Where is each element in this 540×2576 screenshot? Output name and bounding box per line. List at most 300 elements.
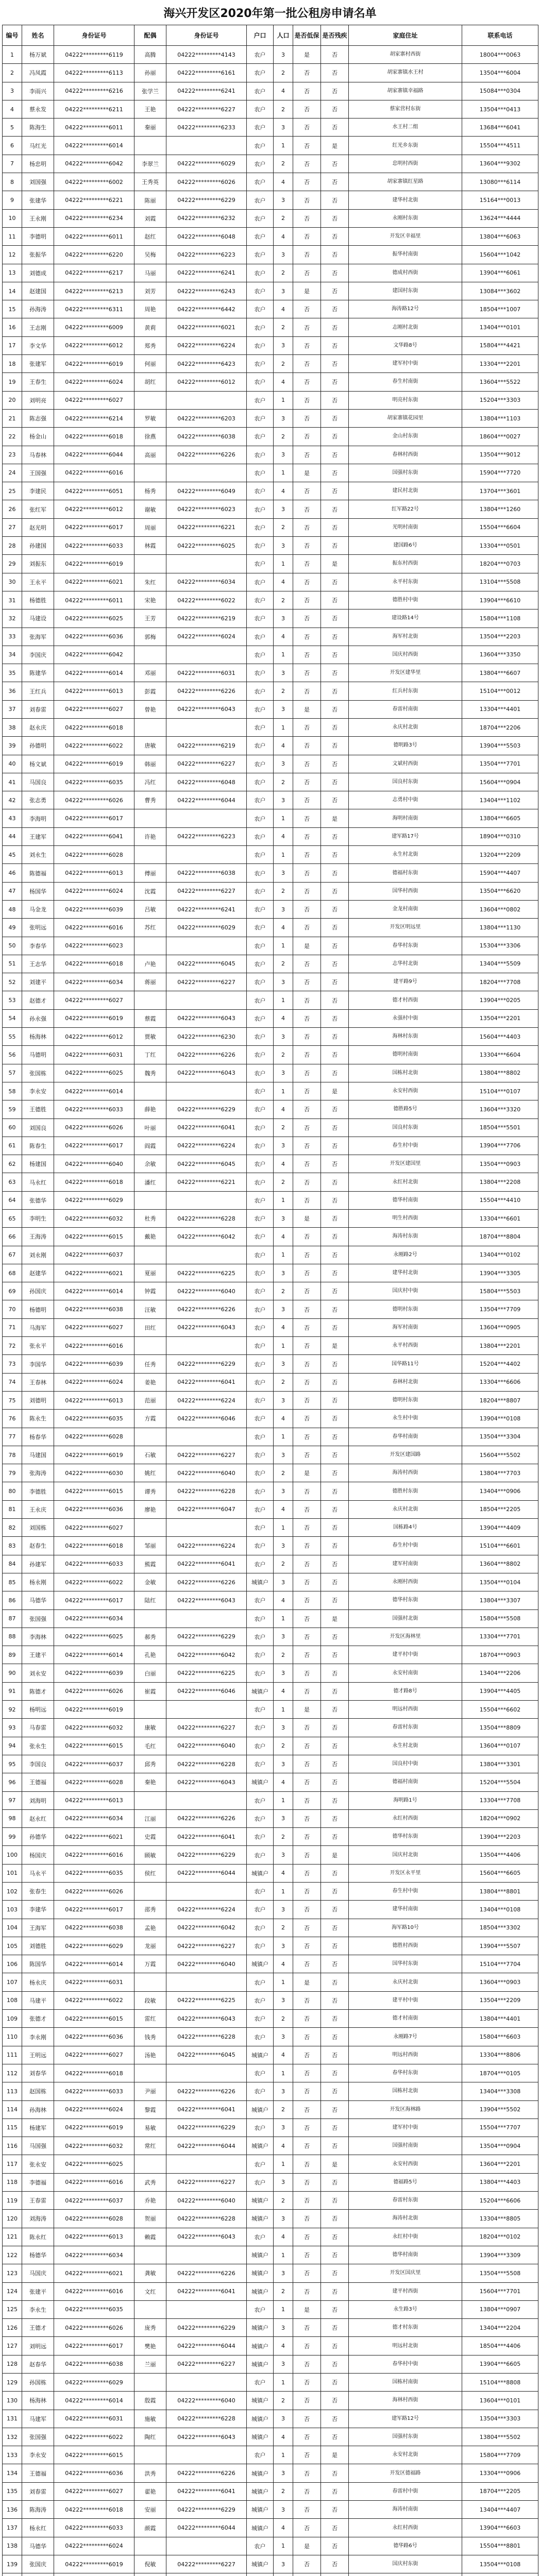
cell-phone: 13804***8802 bbox=[462, 1064, 538, 1082]
table-row bbox=[3, 1228, 538, 1246]
cell-spouse-id-number: 04222*********6044 bbox=[166, 2519, 247, 2537]
cell-spouse bbox=[134, 2300, 166, 2318]
cell-phone: 15104***0107 bbox=[462, 1082, 538, 1100]
cell-disabled: 否 bbox=[321, 2374, 349, 2392]
cell-id-number: 04222*********6017 bbox=[54, 1591, 134, 1609]
cell-address: 开发区明远里 bbox=[349, 919, 462, 937]
cell-id-number: 04222*********6011 bbox=[54, 118, 134, 137]
cell-address bbox=[349, 2573, 462, 2576]
cell-name: 李永安 bbox=[22, 1082, 54, 1100]
cell-household-size: 1 bbox=[274, 1701, 293, 1719]
cell-index: 27 bbox=[3, 518, 22, 536]
cell-name: 杨建军 bbox=[22, 2119, 54, 2137]
cell-low-income: 否 bbox=[293, 1173, 321, 1191]
cell-address: 开发区建华里 bbox=[349, 664, 462, 682]
cell-spouse bbox=[134, 1882, 166, 1900]
cell-disabled: 否 bbox=[321, 2464, 349, 2482]
cell-id-number bbox=[54, 2573, 134, 2576]
table-row bbox=[3, 973, 538, 991]
cell-index bbox=[3, 2573, 22, 2576]
cell-spouse bbox=[134, 391, 166, 409]
cell-spouse-id-number: 04222*********6040 bbox=[166, 1955, 247, 1973]
cell-low-income: 否 bbox=[293, 2446, 321, 2464]
cell-name: 李雨兴 bbox=[22, 82, 54, 100]
cell-id-number: 04222*********6011 bbox=[54, 227, 134, 245]
cell-name: 刘明亮 bbox=[22, 391, 54, 409]
cell-spouse: 宋艳 bbox=[134, 591, 166, 609]
cell-hukou: 城镇户 bbox=[247, 2482, 274, 2500]
table-row bbox=[3, 1664, 538, 1682]
cell-address: 永生村北街 bbox=[349, 846, 462, 864]
cell-household-size: 2 bbox=[274, 682, 293, 700]
cell-id-number: 04222*********6019 bbox=[54, 555, 134, 573]
cell-disabled: 否 bbox=[321, 2246, 349, 2264]
cell-address: 春林村西街 bbox=[349, 446, 462, 464]
cell-spouse-id-number: 04222*********6041 bbox=[166, 1828, 247, 1846]
cell-disabled: 否 bbox=[321, 2173, 349, 2191]
cell-name: 杨忠明 bbox=[22, 155, 54, 173]
cell-hukou: 农户 bbox=[247, 155, 274, 173]
cell-household-size: 3 bbox=[274, 900, 293, 918]
cell-disabled: 否 bbox=[321, 2501, 349, 2519]
cell-name: 刘德胜 bbox=[22, 1937, 54, 1955]
cell-hukou: 城镇户 bbox=[247, 1682, 274, 1700]
cell-spouse: 常红 bbox=[134, 2137, 166, 2155]
cell-low-income: 是 bbox=[293, 1701, 321, 1719]
table-row bbox=[3, 355, 538, 373]
cell-disabled: 否 bbox=[321, 1173, 349, 1191]
cell-id-number: 04222*********6025 bbox=[54, 2155, 134, 2173]
cell-name: 刘海涛 bbox=[22, 2210, 54, 2228]
table-row bbox=[3, 2573, 538, 2576]
cell-address: 开发区海林里 bbox=[349, 1628, 462, 1646]
cell-spouse-id-number: 04222*********6227 bbox=[166, 1446, 247, 1464]
cell-id-number: 04222*********6214 bbox=[54, 409, 134, 427]
cell-disabled: 否 bbox=[321, 355, 349, 373]
cell-id-number: 04222*********6036 bbox=[54, 2028, 134, 2046]
cell-index: 65 bbox=[3, 1210, 22, 1228]
cell-phone bbox=[462, 2573, 538, 2576]
cell-phone: 18704***2206 bbox=[462, 718, 538, 736]
cell-hukou: 城镇户 bbox=[247, 2464, 274, 2482]
table-row bbox=[3, 282, 538, 300]
cell-low-income: 否 bbox=[293, 1537, 321, 1555]
cell-address: 德福村南街 bbox=[349, 1773, 462, 1791]
cell-spouse-id-number: 04222*********6021 bbox=[166, 318, 247, 336]
table-row bbox=[3, 846, 538, 864]
cell-name: 王志华 bbox=[22, 955, 54, 973]
cell-hukou: 农户 bbox=[247, 355, 274, 373]
cell-low-income: 否 bbox=[293, 64, 321, 82]
cell-address: 国栋村北街 bbox=[349, 1064, 462, 1082]
cell-hukou: 农户 bbox=[247, 391, 274, 409]
cell-address: 海明村南街 bbox=[349, 809, 462, 827]
cell-id-number: 04222*********6027 bbox=[54, 391, 134, 409]
cell-household-size: 3 bbox=[274, 2555, 293, 2573]
cell-low-income: 否 bbox=[293, 1064, 321, 1082]
cell-hukou: 农户 bbox=[247, 646, 274, 664]
cell-household-size: 3 bbox=[274, 1664, 293, 1682]
cell-name: 马德华 bbox=[22, 1591, 54, 1609]
table-row bbox=[3, 1500, 538, 1518]
cell-address: 永安村西街 bbox=[349, 1082, 462, 1100]
cell-name: 杨永刚 bbox=[22, 1573, 54, 1591]
cell-disabled: 否 bbox=[321, 664, 349, 682]
cell-name: 刘永安 bbox=[22, 1664, 54, 1682]
cell-disabled: 否 bbox=[321, 1955, 349, 1973]
cell-id-number: 04222*********6026 bbox=[54, 1882, 134, 1900]
cell-low-income: 否 bbox=[293, 2410, 321, 2428]
cell-hukou: 农户 bbox=[247, 2300, 274, 2318]
cell-address: 永平村东街 bbox=[349, 573, 462, 591]
table-row bbox=[3, 1882, 538, 1900]
cell-address: 国良村东街 bbox=[349, 1118, 462, 1137]
cell-spouse-id-number: 04222*********6227 bbox=[166, 1937, 247, 1955]
cell-household-size: 4 bbox=[274, 1009, 293, 1027]
cell-spouse-id-number bbox=[166, 1191, 247, 1209]
cell-spouse: 蒋丽 bbox=[134, 973, 166, 991]
cell-name: 孙国庆 bbox=[22, 1282, 54, 1300]
cell-name: 王海涛 bbox=[22, 1228, 54, 1246]
table-row bbox=[3, 1318, 538, 1336]
cell-name: 王春生 bbox=[22, 373, 54, 391]
table-row bbox=[3, 500, 538, 518]
cell-spouse: 武秀 bbox=[134, 2173, 166, 2191]
cell-phone: 13304***6601 bbox=[462, 1210, 538, 1228]
table-row bbox=[3, 2374, 538, 2392]
cell-spouse: 段敏 bbox=[134, 1991, 166, 2009]
cell-spouse-id-number: 04222*********6241 bbox=[166, 900, 247, 918]
cell-phone: 13684***6041 bbox=[462, 118, 538, 137]
cell-disabled: 否 bbox=[321, 955, 349, 973]
cell-low-income: 否 bbox=[293, 755, 321, 773]
cell-id-number: 04222*********6022 bbox=[54, 1573, 134, 1591]
cell-phone: 15604***6605 bbox=[462, 1864, 538, 1882]
cell-hukou: 农户 bbox=[247, 227, 274, 245]
cell-address: 德明村南街 bbox=[349, 1046, 462, 1064]
cell-name: 陈永红 bbox=[22, 2228, 54, 2246]
cell-spouse: 傅丽 bbox=[134, 864, 166, 882]
cell-spouse-id-number: 04222*********6227 bbox=[166, 2173, 247, 2191]
cell-spouse-id-number bbox=[166, 1701, 247, 1719]
cell-name: 李建华 bbox=[22, 1901, 54, 1919]
cell-phone: 13804***4401 bbox=[462, 2010, 538, 2028]
cell-index: 105 bbox=[3, 1937, 22, 1955]
cell-disabled: 否 bbox=[321, 864, 349, 882]
cell-id-number: 04222*********6024 bbox=[54, 373, 134, 391]
table-row bbox=[3, 937, 538, 955]
cell-low-income: 否 bbox=[293, 1791, 321, 1809]
cell-household-size: 4 bbox=[274, 737, 293, 755]
cell-index: 37 bbox=[3, 700, 22, 718]
cell-spouse: 孟艳 bbox=[134, 1919, 166, 1937]
cell-disabled: 否 bbox=[321, 428, 349, 446]
cell-low-income: 否 bbox=[293, 318, 321, 336]
applicant-table bbox=[2, 25, 538, 2576]
cell-disabled: 否 bbox=[321, 1046, 349, 1064]
cell-spouse-id-number: 04222*********6043 bbox=[166, 1318, 247, 1336]
cell-id-number: 04222*********6033 bbox=[54, 2082, 134, 2100]
cell-spouse bbox=[134, 555, 166, 573]
cell-household-size: 3 bbox=[274, 336, 293, 354]
cell-hukou: 农户 bbox=[247, 264, 274, 282]
table-row bbox=[3, 1973, 538, 1991]
cell-spouse: 倪敏 bbox=[134, 2555, 166, 2573]
cell-index: 54 bbox=[3, 1009, 22, 1027]
cell-spouse-id-number: 04222*********6226 bbox=[166, 2082, 247, 2100]
cell-spouse-id-number: 04222*********6225 bbox=[166, 1991, 247, 2009]
cell-disabled: 否 bbox=[321, 2137, 349, 2155]
table-row bbox=[3, 1519, 538, 1537]
cell-index: 117 bbox=[3, 2155, 22, 2173]
cell-spouse-id-number: 04222*********6012 bbox=[166, 373, 247, 391]
cell-household-size: 2 bbox=[274, 2010, 293, 2028]
cell-hukou: 农户 bbox=[247, 1500, 274, 1518]
cell-hukou: 农户 bbox=[247, 1282, 274, 1300]
cell-address: 德华村南街 bbox=[349, 1191, 462, 1209]
cell-hukou: 农户 bbox=[247, 1264, 274, 1282]
cell-index: 68 bbox=[3, 1264, 22, 1282]
table-row bbox=[3, 482, 538, 500]
cell-id-number: 04222*********6014 bbox=[54, 664, 134, 682]
cell-phone: 13504***2209 bbox=[462, 1991, 538, 2009]
cell-hukou: 农户 bbox=[247, 1100, 274, 1118]
cell-spouse: 王艳 bbox=[134, 100, 166, 118]
cell-phone: 15504***6604 bbox=[462, 518, 538, 536]
cell-phone: 15304***3306 bbox=[462, 937, 538, 955]
cell-spouse: 尹丽 bbox=[134, 2082, 166, 2100]
cell-name: 陈永生 bbox=[22, 1410, 54, 1428]
cell-spouse: 陈丽 bbox=[134, 191, 166, 209]
cell-low-income: 否 bbox=[293, 1500, 321, 1518]
cell-low-income: 否 bbox=[293, 1846, 321, 1864]
cell-id-number: 04222*********6039 bbox=[54, 900, 134, 918]
cell-address: 明远村北街 bbox=[349, 2337, 462, 2355]
table-row bbox=[3, 2410, 538, 2428]
cell-household-size: 1 bbox=[274, 137, 293, 155]
cell-household-size: 2 bbox=[274, 591, 293, 609]
cell-phone: 13504***0903 bbox=[462, 1155, 538, 1173]
cell-hukou: 农户 bbox=[247, 1537, 274, 1555]
cell-address: 海军村北街 bbox=[349, 628, 462, 646]
cell-id-number: 04222*********6014 bbox=[54, 1282, 134, 1300]
cell-low-income: 否 bbox=[293, 1155, 321, 1173]
cell-id-number: 04222*********6035 bbox=[54, 1410, 134, 1428]
cell-id-number: 04222*********6221 bbox=[54, 191, 134, 209]
cell-phone: 13904***3309 bbox=[462, 2246, 538, 2264]
cell-disabled: 否 bbox=[321, 1428, 349, 1446]
cell-disabled: 否 bbox=[321, 2228, 349, 2246]
cell-spouse-id-number bbox=[166, 137, 247, 155]
cell-disabled: 否 bbox=[321, 1719, 349, 1737]
cell-household-size: 3 bbox=[274, 1355, 293, 1373]
cell-disabled: 否 bbox=[321, 2264, 349, 2282]
cell-id-number: 04222*********6032 bbox=[54, 2137, 134, 2155]
cell-name: 王春雷 bbox=[22, 2192, 54, 2210]
cell-hukou: 农户 bbox=[247, 773, 274, 791]
cell-id-number: 04222*********6028 bbox=[54, 2210, 134, 2228]
cell-id-number: 04222*********6014 bbox=[54, 137, 134, 155]
table-row bbox=[3, 609, 538, 628]
cell-spouse: 高腾 bbox=[134, 46, 166, 64]
cell-spouse: 朱红 bbox=[134, 573, 166, 591]
cell-hukou: 农户 bbox=[247, 191, 274, 209]
table-row bbox=[3, 1137, 538, 1155]
table-row bbox=[3, 518, 538, 536]
cell-address: 永生村中街 bbox=[349, 1410, 462, 1428]
table-row bbox=[3, 1337, 538, 1355]
cell-address: 永红村北街 bbox=[349, 1173, 462, 1191]
cell-spouse-id-number bbox=[166, 464, 247, 482]
cell-name: 李国良 bbox=[22, 1755, 54, 1773]
table-row bbox=[3, 1428, 538, 1446]
cell-household-size: 3 bbox=[274, 791, 293, 809]
cell-address: 春华村中街 bbox=[349, 2355, 462, 2373]
cell-spouse-id-number: 04222*********6043 bbox=[166, 1064, 247, 1082]
cell-spouse bbox=[134, 2573, 166, 2576]
cell-spouse: 潘红 bbox=[134, 1173, 166, 1191]
table-row bbox=[3, 2155, 538, 2173]
cell-phone: 15104***8808 bbox=[462, 2374, 538, 2392]
cell-household-size: 3 bbox=[274, 1482, 293, 1500]
table-row bbox=[3, 773, 538, 791]
cell-spouse-id-number bbox=[166, 718, 247, 736]
cell-hukou: 农户 bbox=[247, 628, 274, 646]
cell-hukou: 农户 bbox=[247, 1609, 274, 1628]
cell-index: 113 bbox=[3, 2082, 22, 2100]
cell-index: 120 bbox=[3, 2210, 22, 2228]
cell-low-income: 否 bbox=[293, 1628, 321, 1646]
cell-low-income: 否 bbox=[293, 2137, 321, 2155]
cell-index: 1 bbox=[3, 46, 22, 64]
cell-disabled: 否 bbox=[321, 2482, 349, 2500]
cell-low-income: 否 bbox=[293, 1355, 321, 1373]
cell-name: 张国栋 bbox=[22, 1064, 54, 1082]
table-row bbox=[3, 2282, 538, 2300]
cell-id-number: 04222*********6027 bbox=[54, 700, 134, 718]
cell-phone: 13304***6606 bbox=[462, 1373, 538, 1391]
cell-name: 马红光 bbox=[22, 137, 54, 155]
cell-hukou: 农户 bbox=[247, 446, 274, 464]
table-row bbox=[3, 1828, 538, 1846]
cell-spouse-id-number bbox=[166, 391, 247, 409]
cell-name: 孙海涛 bbox=[22, 300, 54, 318]
cell-address: 开发区海林路 bbox=[349, 2100, 462, 2119]
cell-address: 春华村东街 bbox=[349, 2064, 462, 2082]
cell-name: 陈海生 bbox=[22, 118, 54, 137]
cell-name: 冯凤霞 bbox=[22, 64, 54, 82]
cell-name: 赵永庆 bbox=[22, 718, 54, 736]
cell-hukou: 农户 bbox=[247, 1446, 274, 1464]
cell-spouse: 任秀 bbox=[134, 1355, 166, 1373]
cell-household-size: 2 bbox=[274, 1737, 293, 1755]
cell-spouse-id-number: 04222*********6232 bbox=[166, 209, 247, 227]
cell-spouse-id-number bbox=[166, 2537, 247, 2555]
cell-index: 136 bbox=[3, 2501, 22, 2519]
cell-hukou: 农户 bbox=[247, 2173, 274, 2191]
cell-household-size: 1 bbox=[274, 1519, 293, 1537]
cell-address: 海涛村南街 bbox=[349, 2501, 462, 2519]
cell-hukou: 农户 bbox=[247, 1482, 274, 1500]
cell-household-size: 3 bbox=[274, 609, 293, 628]
cell-spouse: 侯红 bbox=[134, 1864, 166, 1882]
cell-spouse-id-number: 04222*********6025 bbox=[166, 537, 247, 555]
cell-name bbox=[22, 2573, 54, 2576]
cell-index: 36 bbox=[3, 682, 22, 700]
table-row bbox=[3, 2464, 538, 2482]
table-row bbox=[3, 1118, 538, 1137]
cell-hukou bbox=[247, 2573, 274, 2576]
cell-hukou: 农户 bbox=[247, 718, 274, 736]
cell-spouse-id-number: 04222*********6229 bbox=[166, 1846, 247, 1864]
cell-disabled: 否 bbox=[321, 1210, 349, 1228]
cell-address: 德华路6号 bbox=[349, 2537, 462, 2555]
cell-disabled: 否 bbox=[321, 1682, 349, 1700]
table-row bbox=[3, 2392, 538, 2410]
cell-name: 王国强 bbox=[22, 464, 54, 482]
cell-spouse: 薛艳 bbox=[134, 1100, 166, 1118]
cell-low-income: 否 bbox=[293, 791, 321, 809]
cell-low-income: 否 bbox=[293, 1682, 321, 1700]
cell-name: 陈德福 bbox=[22, 864, 54, 882]
cell-disabled: 是 bbox=[321, 2155, 349, 2173]
cell-spouse-id-number: 04222*********6226 bbox=[166, 1300, 247, 1318]
cell-id-number: 04222*********6217 bbox=[54, 264, 134, 282]
cell-household-size: 2 bbox=[274, 2100, 293, 2119]
table-row bbox=[3, 1555, 538, 1573]
table-row bbox=[3, 227, 538, 245]
cell-disabled: 否 bbox=[321, 900, 349, 918]
cell-disabled: 否 bbox=[321, 1973, 349, 1991]
cell-name: 张志勇 bbox=[22, 791, 54, 809]
col-header-id-number: 身份证号 bbox=[54, 25, 134, 46]
cell-hukou: 农户 bbox=[247, 1082, 274, 1100]
cell-hukou: 农户 bbox=[247, 1664, 274, 1682]
cell-index: 86 bbox=[3, 1591, 22, 1609]
cell-household-size: 1 bbox=[274, 1082, 293, 1100]
cell-phone: 13304***0501 bbox=[462, 537, 538, 555]
cell-disabled: 否 bbox=[321, 2282, 349, 2300]
cell-disabled: 否 bbox=[321, 1155, 349, 1173]
table-row bbox=[3, 464, 538, 482]
table-row bbox=[3, 664, 538, 682]
cell-hukou: 城镇户 bbox=[247, 2319, 274, 2337]
cell-hukou: 农户 bbox=[247, 409, 274, 427]
table-row bbox=[3, 2100, 538, 2119]
cell-spouse-id-number: 04222*********6223 bbox=[166, 246, 247, 264]
col-header-household-size: 人口 bbox=[274, 25, 293, 46]
cell-hukou: 农户 bbox=[247, 991, 274, 1009]
table-row bbox=[3, 591, 538, 609]
cell-low-income: 否 bbox=[293, 518, 321, 536]
cell-address: 国良村中街 bbox=[349, 1755, 462, 1773]
cell-spouse: 钟霞 bbox=[134, 1282, 166, 1300]
cell-spouse-id-number: 04222*********6048 bbox=[166, 227, 247, 245]
cell-disabled: 否 bbox=[321, 1482, 349, 1500]
cell-low-income: 否 bbox=[293, 1664, 321, 1682]
cell-address: 志刚村北街 bbox=[349, 318, 462, 336]
cell-address: 国庆村东街 bbox=[349, 2555, 462, 2573]
cell-household-size: 3 bbox=[274, 282, 293, 300]
cell-household-size: 2 bbox=[274, 1046, 293, 1064]
cell-spouse bbox=[134, 1082, 166, 1100]
cell-address: 国庆村西街 bbox=[349, 646, 462, 664]
cell-spouse: 翟艳 bbox=[134, 2482, 166, 2500]
cell-spouse: 周艳 bbox=[134, 300, 166, 318]
cell-name: 马建平 bbox=[22, 1991, 54, 2009]
cell-address: 德胜村中街 bbox=[349, 591, 462, 609]
cell-household-size: 1 bbox=[274, 1191, 293, 1209]
